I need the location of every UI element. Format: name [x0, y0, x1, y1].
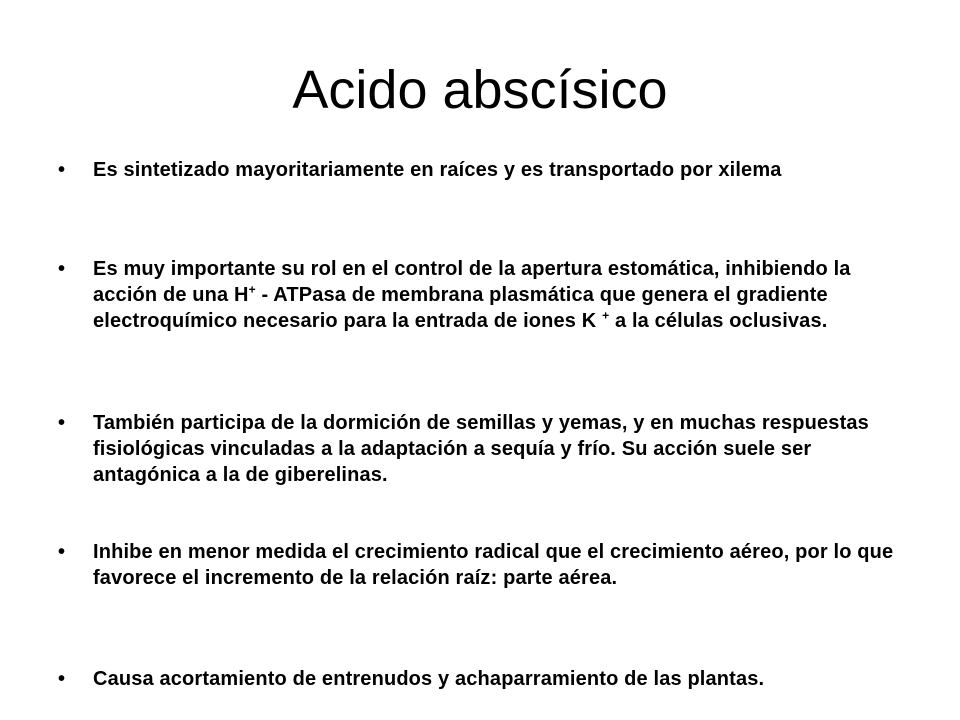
- bullet-text-part: - ATPasa de membrana plasmática que genera el gradiente electroquímico necesario para la entrada de iones K: [93, 284, 828, 332]
- bullet-text: Inhibe en menor medida el crecimiento radical que el crecimiento aéreo, por lo que favorece el incremento de la relación raíz: parte aérea.: [93, 541, 894, 589]
- bullet-mark: •: [58, 412, 66, 434]
- bullet-text-part: a la células oclusivas.: [609, 310, 828, 332]
- bullet-text: [93, 256, 913, 334]
- bullet-mark: •: [58, 258, 66, 280]
- slide-title: Acido abscísico: [292, 60, 668, 120]
- bullet-text-part: Es muy importante su rol en el control de la apertura estomática, inhibiendo la acción de una H: [93, 258, 851, 306]
- bullet-mark: •: [58, 541, 66, 563]
- bullet-mark: •: [58, 159, 66, 181]
- superscript-plus: +: [602, 308, 610, 323]
- bullet-text: Causa acortamiento de entrenudos y achaparramiento de las plantas.: [93, 668, 765, 690]
- bullet-text: Es sintetizado mayoritariamente en raíces y es transportado por xilema: [93, 159, 782, 181]
- bullet-mark: •: [58, 668, 66, 690]
- bullet-text: También participa de la dormición de semillas y yemas, y en muchas respuestas fisiológicas vinculadas a la adaptación a sequía y frío. Su acción suele ser antagónica a la de giberelinas.: [93, 412, 869, 486]
- superscript-plus: +: [248, 282, 256, 297]
